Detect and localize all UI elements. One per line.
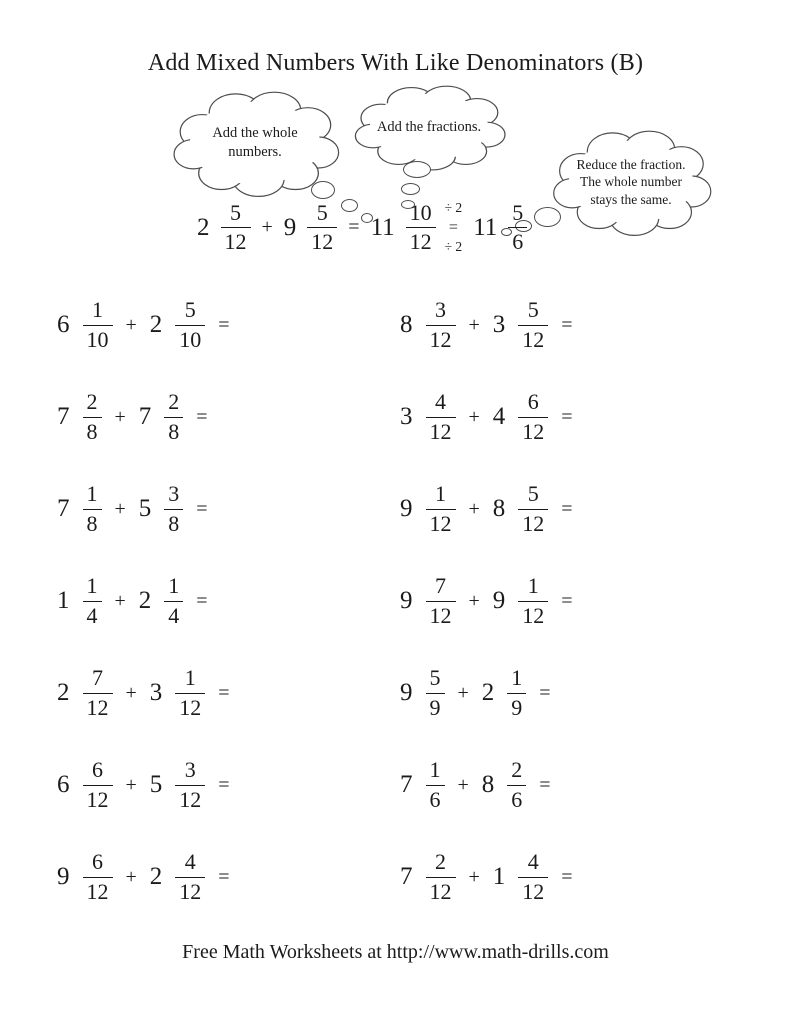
whole-number: 7 — [138, 403, 152, 430]
fraction-numerator: 2 — [83, 390, 102, 418]
fraction-numerator: 5 — [518, 482, 548, 510]
fraction-numerator: 5 — [175, 298, 205, 326]
fraction-numerator: 3 — [175, 758, 205, 786]
divide-by-two-top: ÷ 2 — [444, 200, 463, 215]
equals-sign: = — [218, 865, 230, 888]
fraction — [83, 298, 113, 352]
fraction-denominator: 12 — [409, 229, 432, 255]
fraction-denominator: 12 — [429, 418, 452, 444]
fraction-denominator: 8 — [86, 418, 98, 444]
whole-number: 8 — [400, 311, 413, 338]
plus-sign: + — [468, 313, 480, 336]
fraction — [426, 574, 456, 628]
whole-number: 3 — [400, 403, 413, 430]
fraction-numerator: 1 — [518, 574, 548, 602]
fraction-numerator: 3 — [426, 298, 456, 326]
fraction — [307, 201, 337, 255]
plus-sign: + — [125, 313, 137, 336]
divide-by-two-bottom: ÷ 2 — [444, 238, 463, 254]
plus-sign: + — [125, 773, 137, 796]
plus-sign: + — [114, 497, 126, 520]
fraction — [518, 298, 548, 352]
plus-sign: + — [468, 589, 480, 612]
whole-number: 7 — [57, 403, 70, 430]
fraction-denominator: 12 — [429, 602, 452, 628]
plus-sign: + — [261, 216, 273, 239]
fraction-denominator: 4 — [168, 602, 180, 628]
plus-sign: + — [457, 773, 469, 796]
problem-left-4 — [57, 574, 400, 628]
thought-cloud-2 — [349, 82, 509, 172]
whole-number: 1 — [492, 863, 506, 890]
thought-cloud-1 — [167, 87, 343, 199]
whole-number: 5 — [149, 771, 163, 798]
fraction-denominator: 12 — [179, 786, 202, 812]
thought-cloud-3 — [547, 126, 715, 238]
example-equation — [197, 200, 527, 256]
equals-sign: = — [218, 313, 230, 336]
fraction-numerator: 1 — [83, 574, 102, 602]
fraction-numerator: 5 — [221, 201, 251, 229]
fraction-denominator: 12 — [429, 326, 452, 352]
whole-number: 2 — [149, 311, 163, 338]
fraction — [518, 390, 548, 444]
thought-trail-bubble — [534, 207, 561, 227]
plus-sign: + — [468, 865, 480, 888]
fraction-numerator: 1 — [164, 574, 183, 602]
whole-number: 8 — [481, 771, 495, 798]
whole-number: 9 — [400, 495, 413, 522]
fraction-denominator: 9 — [511, 694, 523, 720]
equals-sign: = — [196, 405, 208, 428]
fraction-numerator: 6 — [83, 758, 113, 786]
fraction — [175, 298, 205, 352]
fraction-denominator: 12 — [429, 878, 452, 904]
fraction-denominator: 8 — [168, 418, 180, 444]
fraction-denominator: 12 — [522, 418, 545, 444]
problem-left-5 — [57, 666, 400, 720]
fraction-numerator: 3 — [164, 482, 183, 510]
fraction-denominator: 8 — [168, 510, 180, 536]
whole-number: 9 — [492, 587, 506, 614]
fraction-numerator: 5 — [307, 201, 337, 229]
fraction — [406, 201, 436, 255]
fraction-denominator: 9 — [429, 694, 441, 720]
fraction-denominator: 12 — [311, 229, 334, 255]
fraction — [518, 574, 548, 628]
fraction — [164, 574, 183, 628]
plus-sign: + — [468, 405, 480, 428]
fraction-denominator: 12 — [522, 878, 545, 904]
whole-number: 2 — [149, 863, 163, 890]
whole-number: 11 — [473, 213, 498, 241]
fraction — [518, 850, 548, 904]
plus-sign: + — [125, 865, 137, 888]
fraction-denominator: 8 — [86, 510, 98, 536]
thought-trail-bubble — [401, 183, 420, 195]
equals-sign: = — [218, 773, 230, 796]
fraction-numerator: 6 — [518, 390, 548, 418]
whole-number: 1 — [57, 587, 70, 614]
equals-sign: = — [196, 589, 208, 612]
whole-number: 3 — [492, 311, 506, 338]
fraction-numerator: 4 — [518, 850, 548, 878]
fraction-numerator: 1 — [507, 666, 526, 694]
cloud-text-3: Reduce the fraction. The whole number stays the same. — [576, 157, 686, 207]
plus-sign: + — [468, 497, 480, 520]
problem-right-2 — [400, 390, 573, 444]
problem-left-1 — [57, 298, 400, 352]
page-title: Add Mixed Numbers With Like Denominators (B) — [147, 50, 644, 76]
fraction — [175, 850, 205, 904]
fraction-numerator: 2 — [507, 758, 526, 786]
equals-sign: = — [539, 681, 551, 704]
fraction-numerator: 1 — [426, 758, 445, 786]
problem-left-7 — [57, 850, 400, 904]
whole-number: 9 — [400, 587, 413, 614]
fraction-numerator: 7 — [83, 666, 113, 694]
problem-left-6 — [57, 758, 400, 812]
whole-number: 5 — [138, 495, 152, 522]
fraction — [175, 758, 205, 812]
fraction — [426, 850, 456, 904]
fraction — [507, 758, 526, 812]
equals-sign: = — [348, 216, 360, 239]
problem-right-7 — [400, 850, 573, 904]
equals-sign: = — [561, 589, 573, 612]
fraction — [426, 390, 456, 444]
whole-number: 11 — [370, 213, 395, 241]
problem-right-6 — [400, 758, 573, 812]
whole-number: 7 — [400, 771, 413, 798]
fraction-numerator: 4 — [175, 850, 205, 878]
equals-sign: = — [561, 497, 573, 520]
plus-sign: + — [114, 589, 126, 612]
whole-number: 6 — [57, 771, 70, 798]
fraction — [426, 298, 456, 352]
fraction-numerator: 1 — [83, 482, 102, 510]
whole-number: 9 — [283, 213, 297, 241]
fraction-numerator: 4 — [426, 390, 456, 418]
fraction-denominator: 12 — [429, 510, 452, 536]
whole-number: 4 — [492, 403, 506, 430]
whole-number: 8 — [492, 495, 506, 522]
footer-text: Free Math Worksheets at http://www.math-drills.com — [182, 941, 609, 963]
whole-number: 2 — [138, 587, 152, 614]
problem-left-3 — [57, 482, 400, 536]
fraction — [83, 390, 102, 444]
fraction-numerator: 5 — [426, 666, 445, 694]
fraction-numerator: 1 — [426, 482, 456, 510]
fraction — [83, 482, 102, 536]
whole-number: 7 — [57, 495, 70, 522]
fraction-numerator: 7 — [426, 574, 456, 602]
equals-sign: = — [448, 218, 458, 236]
fraction — [83, 574, 102, 628]
fraction-denominator: 12 — [522, 510, 545, 536]
whole-number: 6 — [57, 311, 70, 338]
fraction — [508, 201, 527, 255]
fraction — [426, 666, 445, 720]
fraction — [164, 482, 183, 536]
equals-sign: = — [196, 497, 208, 520]
whole-number: 9 — [400, 679, 413, 706]
fraction — [518, 482, 548, 536]
fraction-denominator: 12 — [179, 694, 202, 720]
fraction-denominator: 10 — [179, 326, 202, 352]
whole-number: 3 — [149, 679, 163, 706]
plus-sign: + — [114, 405, 126, 428]
fraction — [221, 201, 251, 255]
cloud-text-2: Add the fractions. — [376, 118, 482, 135]
fraction — [507, 666, 526, 720]
equals-sign: = — [218, 681, 230, 704]
fraction-numerator: 6 — [83, 850, 113, 878]
fraction-denominator: 6 — [512, 229, 524, 255]
fraction-numerator: 5 — [518, 298, 548, 326]
problem-right-5 — [400, 666, 573, 720]
problem-right-1 — [400, 298, 573, 352]
fraction — [164, 390, 183, 444]
fraction-denominator: 4 — [86, 602, 98, 628]
fraction-numerator: 10 — [406, 201, 436, 229]
equals-sign: = — [539, 773, 551, 796]
whole-number: 7 — [400, 863, 413, 890]
problem-right-4 — [400, 574, 573, 628]
fraction — [83, 850, 113, 904]
whole-number: 2 — [481, 679, 495, 706]
fraction-denominator: 12 — [86, 694, 109, 720]
fraction-denominator: 12 — [522, 326, 545, 352]
fraction-denominator: 12 — [86, 878, 109, 904]
equals-sign: = — [561, 313, 573, 336]
fraction — [426, 482, 456, 536]
fraction-denominator: 12 — [179, 878, 202, 904]
whole-number: 9 — [57, 863, 70, 890]
fraction-denominator: 10 — [86, 326, 109, 352]
problem-left-2 — [57, 390, 400, 444]
whole-number: 2 — [57, 679, 70, 706]
fraction — [83, 666, 113, 720]
problem-right-3 — [400, 482, 573, 536]
thought-trail-bubble — [403, 161, 431, 178]
fraction-denominator: 12 — [224, 229, 247, 255]
fraction-numerator: 2 — [426, 850, 456, 878]
fraction-denominator: 12 — [522, 602, 545, 628]
fraction-denominator: 12 — [86, 786, 109, 812]
equals-sign: = — [561, 405, 573, 428]
plus-sign: + — [457, 681, 469, 704]
fraction-denominator: 6 — [511, 786, 523, 812]
fraction-numerator: 2 — [164, 390, 183, 418]
reduce-annotation — [445, 200, 463, 256]
plus-sign: + — [125, 681, 137, 704]
fraction-numerator: 5 — [508, 201, 527, 229]
fraction-denominator: 6 — [429, 786, 441, 812]
fraction — [175, 666, 205, 720]
fraction-numerator: 1 — [83, 298, 113, 326]
equals-sign: = — [561, 865, 573, 888]
cloud-text-1: Add the whole numbers. — [212, 125, 298, 160]
whole-number: 2 — [197, 213, 210, 241]
fraction — [83, 758, 113, 812]
fraction — [426, 758, 445, 812]
fraction-numerator: 1 — [175, 666, 205, 694]
problems-grid — [57, 279, 573, 923]
